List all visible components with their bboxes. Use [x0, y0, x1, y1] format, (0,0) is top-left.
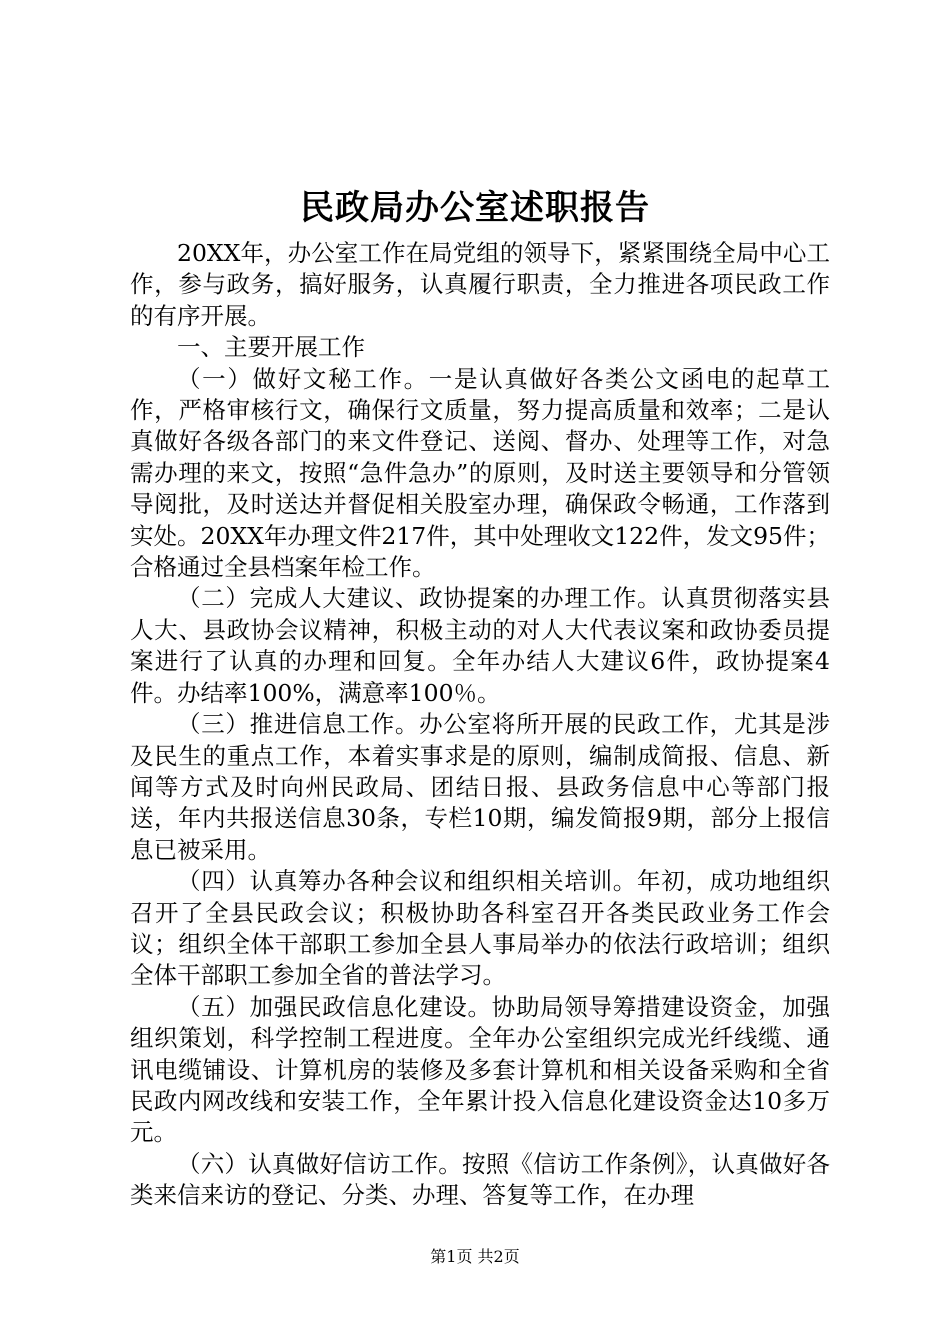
section-heading: 一、主要开展工作	[177, 333, 365, 362]
paragraph-item-1: （一）做好文秘工作。一是认真做好各类公文函电的起草工作，严格审核行文，确保行文质量，努力提高质量和效率；二是认真做好各级各部门的来文件登记、送阅、督办、处理等工作，对急需办理的来文，按照“急件急办”的原则，及时送主要领导和分管领导阅批，及时送达并督促相关股室办理，确保政令畅通，工作落到实处。20XX年办理文件217件，其中处理收文122件，发文95件；合格通过全县档案年检工作。	[130, 364, 830, 582]
document-body	[130, 238, 830, 1212]
page-number: 第1页 共2页	[430, 1247, 520, 1266]
paragraph-item-6: （六）认真做好信访工作。按照《信访工作条例》，认真做好各类来信来访的登记、分类、办理、答复等工作，在办理	[130, 1149, 830, 1210]
paragraph-item-2: （二）完成人大建议、政协提案的办理工作。认真贯彻落实县人大、县政协会议精神，积极主动的对人大代表议案和政协委员提案进行了认真的办理和回复。全年办结人大建议6件，政协提案4件。办结率100%，满意率100％。	[130, 584, 830, 707]
paragraph-item-5: （五）加强民政信息化建设。协助局领导筹措建设资金，加强组织策划，科学控制工程进度。全年办公室组织完成光纤线缆、通讯电缆铺设、计算机房的装修及多套计算机和相关设备采购和全省民政内网改线和安装工作，全年累计投入信息化建设资金达10多万元。	[130, 992, 830, 1147]
paragraph-item-4: （四）认真筹办各种会议和组织相关培训。年初，成功地组织召开了全县民政会议；积极协助各科室召开各类民政业务工作会议；组织全体干部职工参加全县人事局举办的依法行政培训；组织全体干部职工参加全省的普法学习。	[130, 867, 830, 990]
paragraph-intro: 20XX年，办公室工作在局党组的领导下，紧紧围绕全局中心工作，参与政务，搞好服务，认真履行职责，全力推进各项民政工作的有序开展。	[130, 239, 830, 330]
document-title: 民政局办公室述职报告	[300, 188, 650, 228]
paragraph-item-3: （三）推进信息工作。办公室将所开展的民政工作，尤其是涉及民生的重点工作，本着实事求是的原则，编制成简报、信息、新闻等方式及时向州民政局、团结日报、县政务信息中心等部门报送，年内共报送信息30条，专栏10期，编发简报9期，部分上报信息已被采用。	[130, 710, 830, 864]
